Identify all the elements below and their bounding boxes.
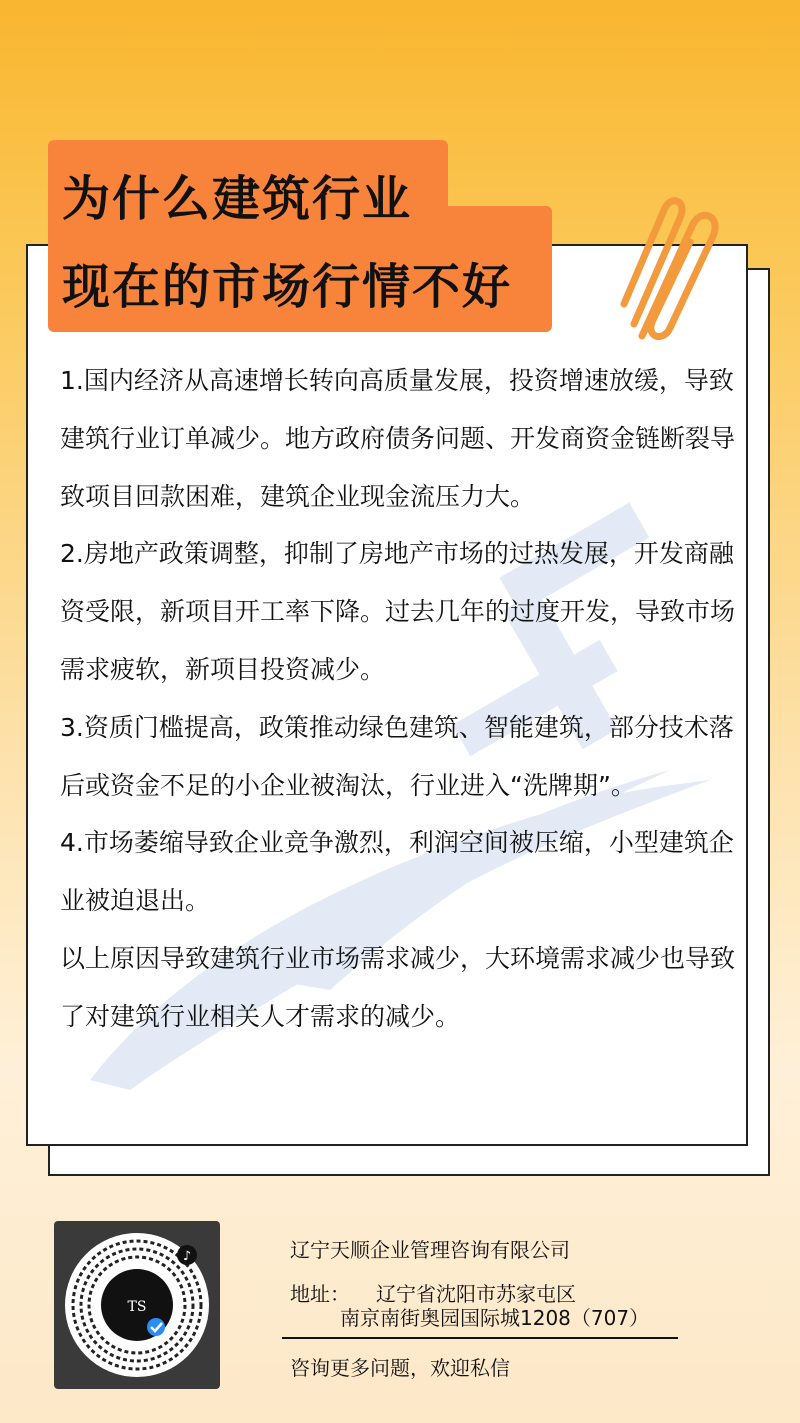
body-text: [60, 352, 750, 1046]
paragraph-1: 1.国内经济从高速增长转向高质量发展，投资增速放缓，导致建筑行业订单减少。地方政府债务问题、开发商资金链断裂导致项目回款困难，建筑企业现金流压力大。: [60, 366, 736, 511]
title-line-1: 为什么建筑行业: [62, 171, 413, 227]
address-line-1: 辽宁省沈阳市苏家屯区: [376, 1282, 576, 1306]
qr-code-icon: [62, 1229, 212, 1381]
qr-code[interactable]: [54, 1221, 220, 1389]
svg-text:♪: ♪: [182, 1249, 192, 1264]
title-banner: [48, 140, 552, 332]
address-line-2: 南京南街奥园国际城1208（707）: [340, 1306, 650, 1330]
paragraph-5: 以上原因导致建筑行业市场需求减少，大环境需求减少也导致了对建筑行业相关人才需求的减少。: [60, 943, 736, 1031]
contact-text: 咨询更多问题，欢迎私信: [290, 1356, 510, 1380]
address-label: 地址：: [290, 1282, 350, 1306]
title-line-2: 现在的市场行情不好: [62, 259, 513, 315]
tiktok-icon: [177, 1245, 197, 1265]
paragraph-3: 3.资质门槛提高，政策推动绿色建筑、智能建筑，部分技术落后或资金不足的小企业被淘汰，行业进入“洗牌期”。: [60, 712, 734, 800]
footer-divider: [282, 1337, 678, 1339]
paperclip-icon: [612, 196, 722, 346]
company-name: 辽宁天顺企业管理咨询有限公司: [290, 1238, 570, 1262]
verified-icon: [147, 1318, 165, 1336]
paragraph-4: 4.市场萎缩导致企业竞争激烈，利润空间被压缩，小型建筑企业被迫退出。: [60, 828, 734, 916]
qr-center-text: TS: [127, 1299, 147, 1315]
paragraph-2: 2.房地产政策调整，抑制了房地产市场的过热发展，开发商融资受限，新项目开工率下降。过去几年的过度开发，导致市场需求疲软，新项目投资减少。: [60, 539, 736, 684]
